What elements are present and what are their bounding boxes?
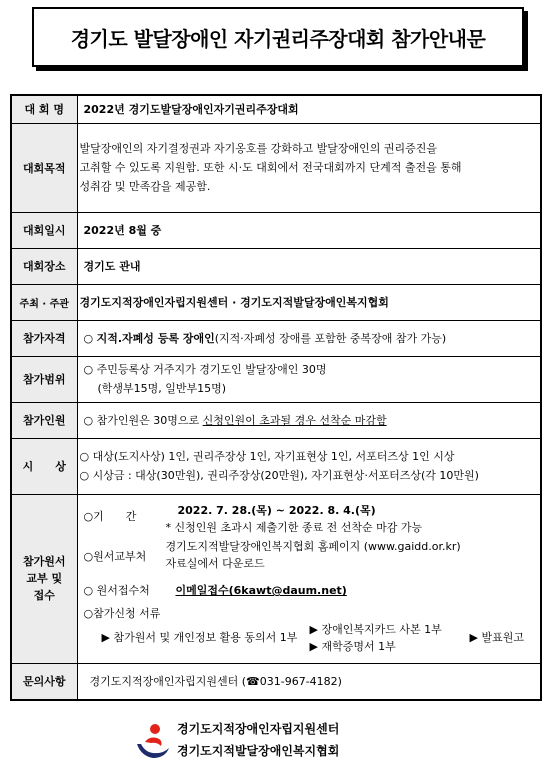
distribute-value: 경기도지적발달장애인복지협회 홈페이지 (www.gaidd.or.kr) [165, 540, 461, 553]
value-participants [77, 402, 541, 438]
participants-prefix: ○ 참가인원은 30명으로 [83, 414, 203, 427]
distribute-label: ○원서교부처 [83, 550, 147, 563]
footer-org-2: 경기도지적발달장애인복지협회 [177, 744, 340, 758]
row-application [11, 494, 541, 663]
doc-1: ▶ 참가원서 및 개인정보 활용 동의서 1부 [101, 631, 298, 644]
eligibility-rest: (지적·자폐성 장애를 포함한 중복장애 참가 가능) [214, 332, 447, 345]
row-eligibility [11, 320, 541, 356]
row-participants [11, 402, 541, 438]
value-eligibility [77, 320, 541, 356]
row-host [11, 284, 541, 320]
awards-line-1: ○ 대상(도지사상) 1인, 권리주장상 1인, 자기표현상 1인, 서포터즈상 1인 시상 [79, 450, 455, 463]
app-label-1: 참가원서 [22, 555, 66, 568]
row-date [11, 212, 541, 248]
purpose-line-3: 성취감 및 만족감을 제공함. [79, 180, 211, 193]
label-application [11, 494, 77, 663]
row-scope [11, 356, 541, 402]
value-name: 2022년 경기도발달장애인자기권리주장대회 [77, 95, 541, 123]
row-venue [11, 248, 541, 284]
app-label-3: 접수 [33, 589, 55, 602]
receive-label: ○ 원서접수처 [83, 584, 150, 597]
label-eligibility: 참가자격 [11, 320, 77, 356]
awards-line-2: ○ 시상금 : 대상(30만원), 권리주장상(20만원), 자기표현상·서포터즈상(각 10만원) [79, 469, 479, 482]
label-date: 대회일시 [11, 212, 77, 248]
label-name: 대 회 명 [11, 95, 77, 123]
distribute-value-2: 자료실에서 다운로드 [165, 557, 265, 570]
title-box [32, 7, 524, 67]
app-label-2: 교부 및 [26, 572, 63, 585]
row-awards [11, 438, 541, 494]
page-title: 경기도 발달장애인 자기권리주장대회 참가안내문 [70, 26, 486, 51]
label-awards: 시 상 [11, 438, 77, 494]
row-name [11, 95, 541, 123]
label-venue: 대회장소 [11, 248, 77, 284]
value-contact: 경기도지적장애인자립지원센터 (☎031-967-4182) [77, 663, 541, 700]
period-label: ○기 간 [83, 510, 137, 523]
purpose-line-2: 고취할 수 있도록 지원함. 또한 시·도 대회에서 전국대회까지 단계적 출전을 통해 [79, 161, 462, 174]
value-host: 경기도지적장애인자립지원센터 · 경기도지적발달장애인복지협회 [77, 284, 541, 320]
period-value: 2022. 7. 28.(목) ~ 2022. 8. 4.(목) [177, 504, 376, 517]
label-host: 주최 · 주관 [11, 284, 77, 320]
value-awards [77, 438, 541, 494]
value-scope [77, 356, 541, 402]
docs-label: ○참가신청 서류 [83, 607, 161, 620]
footer-org-1: 경기도지적장애인자립지원센터 [177, 722, 340, 736]
value-venue: 경기도 관내 [77, 248, 541, 284]
label-purpose: 대회목적 [11, 123, 77, 212]
label-contact: 문의사항 [11, 663, 77, 700]
organization-logo-icon [135, 722, 171, 762]
label-scope: 참가범위 [11, 356, 77, 402]
period-note: * 신청인원 초과시 제출기한 종료 전 선착순 마감 가능 [165, 521, 423, 534]
bullet: ○ [83, 332, 94, 345]
scope-line-1: ○ 주민등록상 거주지가 경기도인 발달장애인 30명 [83, 363, 327, 376]
value-date: 2022년 8월 중 [77, 212, 541, 248]
info-table [10, 94, 542, 701]
value-application [77, 494, 541, 663]
label-participants: 참가인원 [11, 402, 77, 438]
footer [135, 720, 435, 764]
value-purpose [77, 123, 541, 212]
purpose-line-1: 발달장애인의 자기결정권과 자기옹호를 강화하고 발달장애인의 권리증진을 [79, 142, 438, 155]
participants-underlined: 신청인원이 초과될 경우 선착순 마감함 [202, 414, 387, 427]
receive-value[interactable]: 이메일접수(6kawt@daum.net) [175, 584, 347, 597]
row-purpose [11, 123, 541, 212]
row-contact [11, 663, 541, 700]
scope-line-2: (학생부15명, 일반부15명) [97, 382, 227, 395]
doc-4: ▶ 발표원고 [469, 631, 524, 644]
eligibility-bold: 지적.자폐성 등록 장애인 [96, 332, 215, 345]
doc-3: ▶ 재학증명서 1부 [309, 640, 396, 653]
doc-2: ▶ 장애인복지카드 사본 1부 [309, 623, 442, 636]
